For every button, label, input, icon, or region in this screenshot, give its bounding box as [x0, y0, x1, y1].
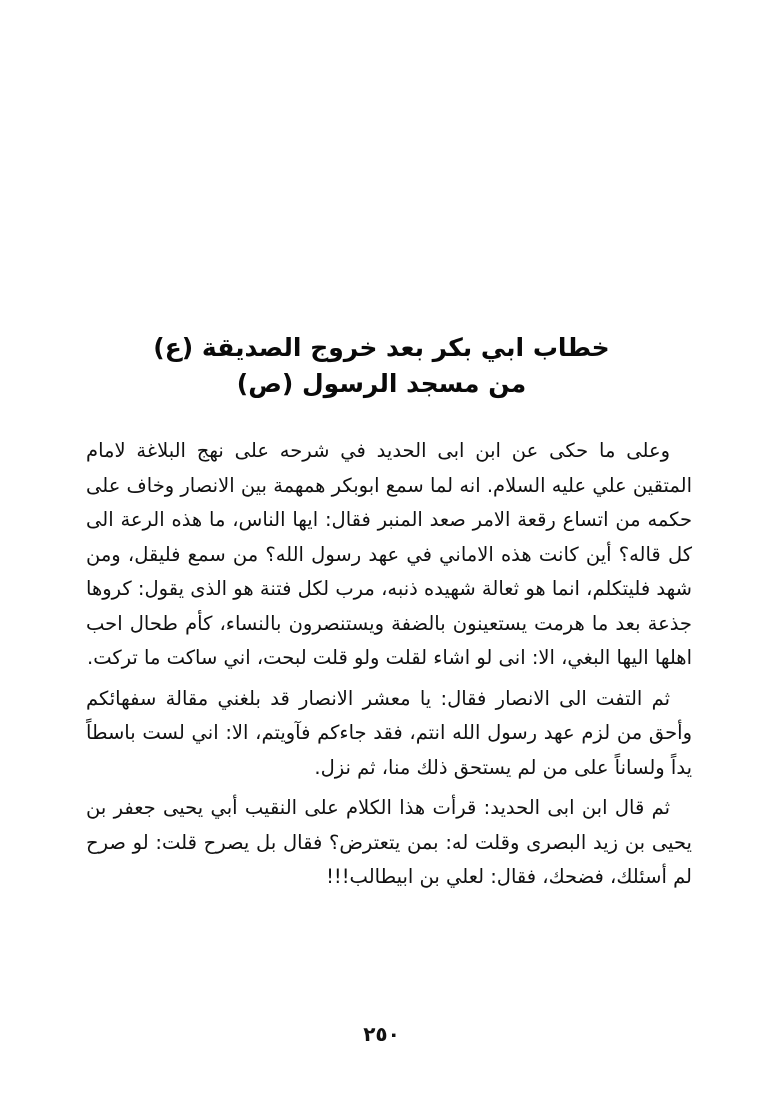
body-text [86, 434, 692, 901]
paragraph-1: وعلى ما حكى عن ابن ابى الحديد في شرحه على نهج البلاغة لامام المتقين علي عليه السلام. انه لما سمع ابوبكر همهمة بين الانصار وخاف على حكمه من اتساع رقعة الامر صعد المنبر فقال: ايها الناس، ما هذه الرعة الى كل قاله؟ أين كانت هذه الاماني في عهد رسول الله؟ من سمع فليقل، ومن شهد فليتكلم، انما هو ثعالة شهيده ذنبه، مرب لكل فتنة هو الذى يقول: كروها جذعة بعد ما هرمت يستعينون بالضفة ويستنصرون بالنساء، كأم طحال احب اهلها اليها البغي، الا: انى لو اشاء لقلت ولو قلت لبحت، اني ساكت ما تركت. [86, 439, 692, 669]
section-title [0, 330, 763, 402]
title-line-2: من مسجد الرسول (ص) [236, 369, 527, 398]
paragraph-2: ثم التفت الى الانصار فقال: يا معشر الانصار قد بلغني مقالة سفهائكم وأحق من لزم عهد رسول الله انتم، فقد جاءكم فآويتم، الا: اني لست باسطاً يداً ولساناً على من لم يستحق ذلك منا، ثم نزل. [86, 686, 692, 779]
paragraph-3: ثم قال ابن ابى الحديد: قرأت هذا الكلام على النقيب أبي يحيى جعفر بن يحيى بن زيد البصرى وقلت له: بمن يتعترض؟ فقال بل يصرح قلت: لو صرح لم أسئلك، فضحك، فقال: لعلي بن ابيطالب!!! [86, 796, 692, 888]
title-line-1: خطاب ابي بكر بعد خروج الصديقة (ع) [153, 333, 610, 362]
page-number: ٢٥٠ [363, 1022, 400, 1046]
